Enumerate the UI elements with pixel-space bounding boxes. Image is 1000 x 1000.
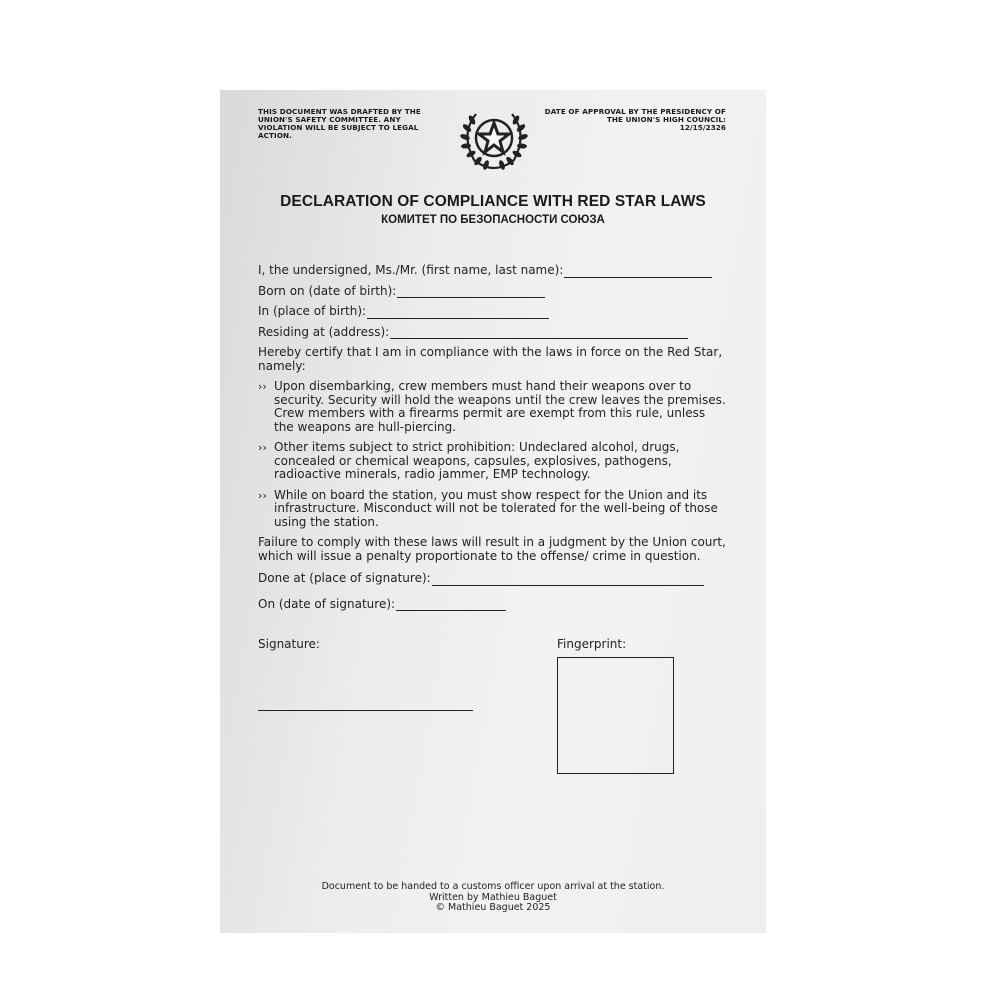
signature-date-line[interactable]: [396, 598, 506, 611]
fingerprint-label: Fingerprint:: [557, 637, 627, 651]
address-label: Residing at (address):: [258, 324, 390, 339]
header-approval: [536, 108, 726, 132]
birth-date-field[interactable]: [258, 285, 728, 299]
address-line[interactable]: [390, 326, 688, 339]
rule-item: [258, 380, 728, 434]
rule-item: [258, 489, 728, 530]
approval-label: DATE OF APPROVAL BY THE PRESIDENCY OF THE UNION'S HIGH COUNCIL:: [544, 107, 726, 124]
document-page: [220, 90, 766, 933]
signature-date-label: On (date of signature):: [258, 596, 396, 611]
address-field[interactable]: [258, 326, 728, 340]
rule-text: Other items subject to strict prohibition: Undeclared alcohol, drugs, concealed or chemical weapons, capsules, explosives, pathogens, radioactive minerals, radio jammer, EMP technology.: [274, 440, 680, 481]
birth-date-label: Born on (date of birth):: [258, 283, 397, 298]
document-subtitle: КОМИТЕТ ПО БЕЗОПАСНОСТИ СОЮЗА: [381, 214, 605, 226]
document-footer: [220, 882, 766, 914]
birth-date-line[interactable]: [397, 285, 545, 298]
red-star-emblem-icon: [454, 104, 534, 174]
document-title: DECLARATION OF COMPLIANCE WITH RED STAR LAWS: [280, 193, 706, 210]
signature-place-label: Done at (place of signature):: [258, 571, 431, 585]
footer-instruction: Document to be handed to a customs officer upon arrival at the station.: [321, 881, 665, 892]
signature-label: Signature:: [258, 637, 320, 651]
bullet-marker: ››: [258, 488, 267, 502]
fingerprint-box[interactable]: [557, 657, 674, 774]
signature-line[interactable]: [258, 710, 473, 711]
header-legal-note: THIS DOCUMENT WAS DRAFTED BY THE UNION'S SAFETY COMMITTEE. ANY VIOLATION WILL BE SUBJECT TO LEGAL ACTION.: [258, 107, 421, 140]
birth-place-label: In (place of birth):: [258, 304, 367, 318]
footer-author: Written by Mathieu Baguet: [429, 891, 557, 903]
rule-item: [258, 441, 728, 482]
name-field-label: I, the undersigned, Ms./Mr. (first name, last name):: [258, 263, 564, 277]
footer-copyright: © Mathieu Baguet 2025: [435, 902, 551, 913]
certify-text: Hereby certify that I am in compliance with the laws in force on the Red Star, namely:: [258, 345, 723, 373]
rule-text: While on board the station, you must show respect for the Union and its infrastructure. Misconduct will not be tolerated for the well-being of those using the station.: [274, 487, 718, 529]
declaration-body: [258, 264, 728, 611]
bullet-marker: ››: [258, 441, 267, 454]
birth-place-line[interactable]: [367, 306, 549, 319]
approval-date: 12/15/2326: [679, 123, 726, 132]
rule-text: Upon disembarking, crew members must hand their weapons over to security. Security will hold the weapons until the crew leaves the premises. Crew members with a firearms permit are exempt from this rule, unless the weapons are hull-piercing.: [274, 379, 726, 434]
name-field[interactable]: [258, 264, 728, 278]
signature-date-field[interactable]: [258, 598, 728, 612]
name-field-line[interactable]: [564, 265, 712, 278]
bullet-marker: ››: [258, 380, 267, 393]
failure-text: Failure to comply with these laws will result in a judgment by the Union court, which will issue a penalty proportionate to the offense/ crime in question.: [258, 535, 726, 563]
birth-place-field[interactable]: [258, 305, 728, 319]
signature-place-line[interactable]: [432, 573, 704, 586]
signature-place-field[interactable]: [258, 572, 728, 586]
